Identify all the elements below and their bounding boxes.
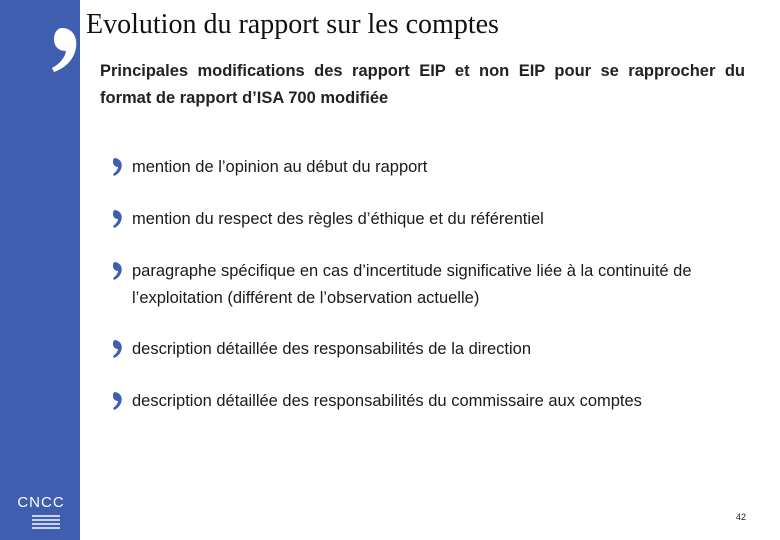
left-sidebar-band — [0, 0, 80, 540]
bullet-text: mention du respect des règles d’éthique et du référentiel — [132, 210, 544, 228]
bullet-item — [112, 206, 752, 233]
comma-mark-icon — [112, 209, 124, 229]
bullet-item — [112, 336, 752, 363]
comma-mark-icon — [112, 157, 124, 177]
comma-mark-icon — [112, 391, 124, 411]
comma-mark-icon — [112, 339, 124, 359]
cncc-logo — [8, 494, 74, 532]
slide-title: Evolution du rapport sur les comptes — [86, 9, 499, 40]
comma-mark-icon — [112, 261, 124, 281]
title-comma-mark-icon — [48, 24, 82, 76]
bullet-item — [112, 154, 752, 181]
bullet-text: mention de l’opinion au début du rapport — [132, 158, 428, 176]
bullet-text: paragraphe spécifique en cas d’incertitude significative liée à la continuité de l’exploitation (différent de l’observation actuelle) — [132, 262, 692, 307]
logo-tagline-lines — [32, 515, 60, 531]
slide-subtitle: Principales modifications des rapport EIP et non EIP pour se rapprocher du format de rapport d’ISA 700 modifiée — [100, 62, 745, 107]
bullet-item — [112, 258, 752, 312]
logo-text: CNCC — [17, 494, 65, 511]
bullet-text: description détaillée des responsabilités de la direction — [132, 340, 531, 358]
bullet-text: description détaillée des responsabilités du commissaire aux comptes — [132, 392, 642, 410]
page-number: 42 — [735, 512, 746, 522]
bullet-item — [112, 388, 752, 415]
